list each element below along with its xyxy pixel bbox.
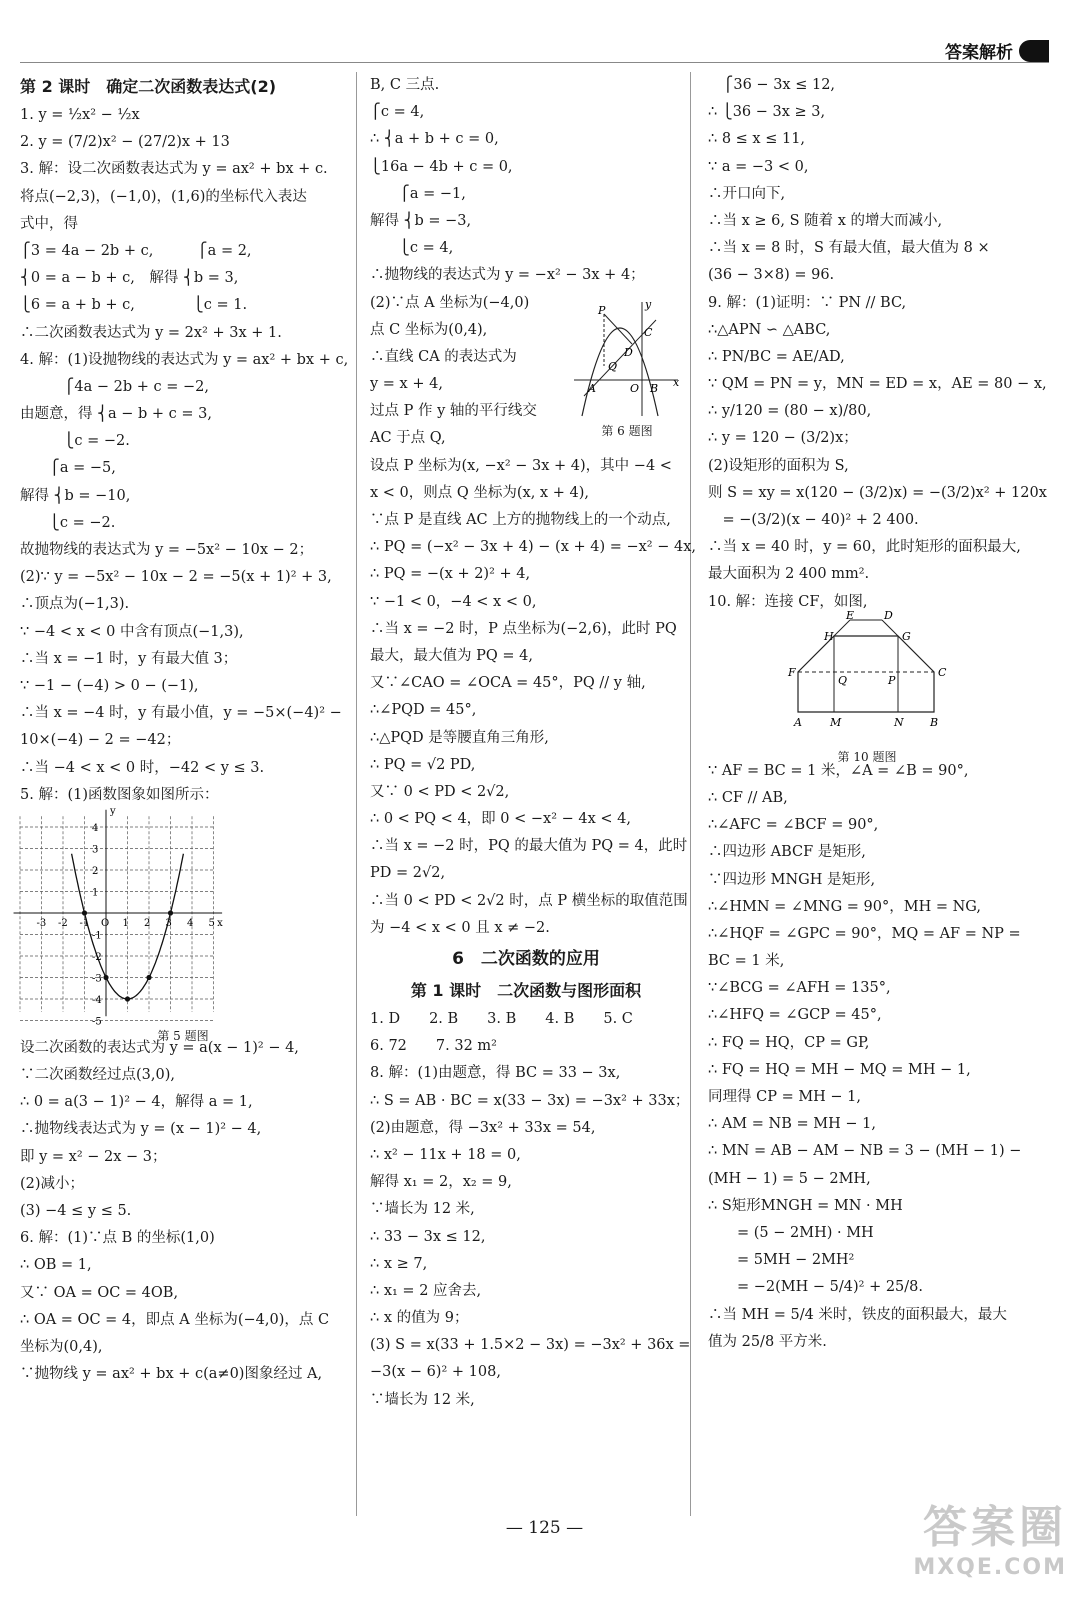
y-tick-label: y bbox=[110, 805, 116, 817]
text-line: ∵四边形 MNGH 是矩形, bbox=[708, 871, 876, 888]
text-line: ∵ −1 − (−4) > 0 − (−1), bbox=[20, 677, 199, 694]
text-line: 又∵ 0 < PD < 2√2, bbox=[370, 783, 510, 800]
svg-text:Q: Q bbox=[838, 673, 848, 687]
text-line: ∴ 33 − 3x ≤ 12, bbox=[370, 1228, 486, 1245]
text-line: ∴ y/120 = (80 − x)/80, bbox=[708, 403, 872, 420]
text-line: ∴当 x = 8 时，S 有最大值，最大值为 8 × bbox=[708, 240, 990, 257]
text-line: (2)由题意，得 −3x² + 33x = 54, bbox=[370, 1119, 596, 1136]
svg-text:M: M bbox=[830, 715, 842, 729]
x-tick-label: x bbox=[217, 917, 223, 929]
text-line: 最大，最大值为 PQ = 4, bbox=[370, 647, 533, 664]
text-line: ∴ y = 120 − (3/2)x； bbox=[708, 430, 858, 447]
x-tick-label: O bbox=[101, 917, 110, 929]
text-line: ∵墙长为 12 米, bbox=[370, 1391, 475, 1408]
text-line: ∴∠HFQ = ∠GCP = 45°, bbox=[708, 1007, 882, 1024]
text-line: ∴ CF // AB, bbox=[708, 789, 788, 806]
text-line: = −2(MH − 5/4)² + 25/8. bbox=[708, 1279, 923, 1296]
text-line: ∴ AM = NB = MH − 1, bbox=[708, 1116, 876, 1133]
text-line: 为 −4 < x < 0 且 x ≠ −2. bbox=[370, 919, 550, 936]
text-line: ∵二次函数经过点(3,0), bbox=[20, 1067, 175, 1084]
x-tick-label: -3 bbox=[36, 917, 47, 929]
column-divider-1 bbox=[356, 72, 357, 1516]
lesson-heading-2: 第 1 课时 二次函数与图形面积 bbox=[410, 981, 642, 1000]
text-line: ∴当 x = −2 时，P 点坐标为(−2,6)，此时 PQ bbox=[370, 620, 677, 637]
text-line: 2. y = (7/2)x² − (27/2)x + 13 bbox=[20, 134, 230, 151]
figure-10-diagram bbox=[708, 608, 1026, 738]
text-line: 又∵∠CAO = ∠OCA = 45°，PQ // y 轴, bbox=[370, 675, 646, 692]
text-line: ⎧36 − 3x ≤ 12, bbox=[708, 77, 836, 93]
text-line: ∵∠BCG = ∠AFH = 135°, bbox=[708, 980, 891, 997]
text-line: ∴当 0 < PD < 2√2 时，点 P 横坐标的取值范围 bbox=[370, 892, 688, 909]
text-line: 同理得 CP = MH − 1, bbox=[708, 1089, 862, 1105]
text-line: ∴ 0 = a(3 − 1)² − 4，解得 a = 1, bbox=[20, 1094, 253, 1111]
text-line: ∴抛物线表达式为 y = (x − 1)² − 4, bbox=[20, 1121, 262, 1138]
text-line: (2)设矩形的面积为 S, bbox=[708, 457, 849, 474]
svg-text:H: H bbox=[824, 629, 834, 643]
column-1-lines bbox=[20, 102, 349, 809]
lesson-heading: 第 2 课时 确定二次函数表达式(2) bbox=[20, 77, 277, 96]
svg-text:Q: Q bbox=[608, 360, 618, 373]
text-line: ∴直线 CA 的表达式为 bbox=[370, 348, 517, 365]
figure-6-graph bbox=[572, 300, 682, 418]
svg-text:P: P bbox=[888, 673, 896, 687]
text-line: 即 y = x² − 2x − 3； bbox=[20, 1148, 167, 1165]
svg-text:E: E bbox=[846, 608, 855, 622]
text-line: ∴当 MH = 5/4 米时，铁皮的面积最大，最大 bbox=[708, 1306, 1007, 1323]
text-line: (2)∵点 A 坐标为(−4,0) bbox=[370, 294, 530, 311]
text-line: ∴∠HMN = ∠MNG = 90°，MH = NG, bbox=[708, 898, 981, 915]
text-line: AC 于点 Q, bbox=[370, 430, 446, 447]
parabola-graph bbox=[20, 805, 346, 1028]
text-line: (3) S = x(33 + 1.5×2 − 3x) = −3x² + 36x = bbox=[370, 1337, 691, 1354]
text-line: ∴当 x = −2 时，PQ 的最大值为 PQ = 4，此时 bbox=[370, 838, 688, 855]
header-rule bbox=[20, 62, 1049, 63]
y-tick-label: 3 bbox=[92, 844, 99, 856]
x-tick-label: 2 bbox=[144, 917, 151, 929]
text-line: ∵ AF = BC = 1 米，∠A = ∠B = 90°, bbox=[708, 762, 969, 779]
text-line: ∴顶点为(−1,3). bbox=[20, 596, 130, 613]
svg-text:C: C bbox=[938, 665, 947, 679]
text-line: 解得 ⎨b = −10, bbox=[20, 487, 131, 504]
column-3-lines bbox=[708, 72, 1047, 616]
text-line: ∵ −4 < x < 0 中含有顶点(−1,3), bbox=[20, 623, 244, 640]
y-tick-label: -1 bbox=[92, 930, 102, 942]
text-line: (36 − 3×8) = 96. bbox=[708, 267, 835, 284]
svg-text:A: A bbox=[588, 382, 596, 395]
text-line: ∴ MN = AB − AM − NB = 3 − (MH − 1) − bbox=[708, 1143, 1022, 1160]
text-line: ∴ FQ = HQ = MH − MQ = MH − 1, bbox=[708, 1061, 971, 1078]
text-line: 点 C 坐标为(0,4), bbox=[370, 321, 488, 338]
figure-6 bbox=[572, 300, 682, 440]
column-3 bbox=[708, 72, 1047, 1356]
column-1-lines-2 bbox=[20, 1035, 346, 1388]
text-line: ∵ QM = PN = y，MN = ED = x，AE = 80 − x, bbox=[708, 376, 1047, 393]
figure-5-caption: 第 5 题图 bbox=[157, 1029, 209, 1044]
text-line: ∴ PQ = (−x² − 3x + 4) − (x + 4) = −x² − 4x, bbox=[370, 539, 697, 556]
text-line: 1. D 2. B 3. B 4. B 5. C bbox=[370, 1011, 633, 1027]
text-line: 9. 解：(1)证明：∵ PN // BC, bbox=[708, 294, 907, 311]
text-line: ⎩c = −2. bbox=[20, 514, 116, 531]
text-line: B, C 三点. bbox=[370, 77, 440, 93]
text-line: ⎧a = −5, bbox=[20, 460, 116, 477]
text-line: ∴∠PQD = 45°, bbox=[370, 702, 477, 719]
column-2-lines bbox=[370, 72, 697, 942]
text-line: ∴ x 的值为 9； bbox=[370, 1310, 469, 1327]
column-divider-2 bbox=[690, 72, 691, 1516]
text-line: ∴ PQ = −(x + 2)² + 4, bbox=[370, 566, 531, 583]
text-line: (3) −4 ≤ y ≤ 5. bbox=[20, 1203, 132, 1219]
text-line: 6. 72 7. 32 m² bbox=[370, 1038, 497, 1055]
text-line: 值为 25/8 平方米. bbox=[708, 1333, 827, 1350]
column-2 bbox=[370, 72, 697, 1414]
column-1 bbox=[20, 72, 349, 1388]
watermark-url: MXQE.COM bbox=[913, 1555, 1067, 1580]
svg-text:F: F bbox=[788, 665, 796, 679]
text-line: ∴ FQ = HQ，CP = GP, bbox=[708, 1034, 870, 1051]
svg-text:O: O bbox=[630, 382, 640, 395]
column-3-lines-2 bbox=[708, 758, 1026, 1356]
text-line: 3. 解：设二次函数表达式为 y = ax² + bx + c. bbox=[20, 161, 328, 178]
text-line: ∴∠HQF = ∠GPC = 90°，MQ = AF = NP = bbox=[708, 925, 1021, 942]
text-line: (2)∵ y = −5x² − 10x − 2 = −5(x + 1)² + 3, bbox=[20, 569, 332, 586]
text-line: 设点 P 坐标为(x, −x² − 3x + 4)，其中 −4 < bbox=[370, 457, 672, 474]
text-line: ∴ 8 ≤ x ≤ 11, bbox=[708, 131, 806, 148]
text-line: ∴二次函数表达式为 y = 2x² + 3x + 1. bbox=[20, 324, 282, 341]
text-line: = −(3/2)(x − 40)² + 2 400. bbox=[708, 512, 919, 528]
text-line: 8. 解：(1)由题意，得 BC = 33 − 3x, bbox=[370, 1065, 621, 1082]
text-line: ∴ PN/BC = AE/AD, bbox=[708, 348, 845, 365]
text-line: ∴当 x = 40 时，y = 60，此时矩形的面积最大, bbox=[708, 539, 1021, 556]
text-line: ∴ S矩形MNGH = MN · MH bbox=[708, 1197, 903, 1214]
text-line: ⎧4a − 2b + c = −2, bbox=[20, 378, 209, 395]
text-line: ⎧3 = 4a − 2b + c, ⎧a = 2, bbox=[20, 242, 252, 259]
text-line: 又∵ OA = OC = 4OB, bbox=[20, 1284, 179, 1301]
text-line: −3(x − 6)² + 108, bbox=[370, 1364, 501, 1381]
text-line: 10. 解：连接 CF，如图, bbox=[708, 593, 868, 610]
text-line: ∴ ⎩36 − 3x ≥ 3, bbox=[708, 104, 826, 121]
svg-text:A: A bbox=[794, 715, 802, 729]
figure-5 bbox=[20, 805, 346, 1044]
svg-text:G: G bbox=[902, 629, 911, 643]
text-line: x < 0，则点 Q 坐标为(x, x + 4), bbox=[370, 484, 589, 501]
text-line: 解得 ⎨b = −3, bbox=[370, 212, 472, 229]
text-line: BC = 1 米, bbox=[708, 953, 785, 970]
svg-text:P: P bbox=[598, 304, 606, 317]
text-line: 6. 解：(1)∵点 B 的坐标(1,0) bbox=[20, 1230, 215, 1247]
text-line: ∴抛物线的表达式为 y = −x² − 3x + 4； bbox=[370, 267, 645, 284]
text-line: 最大面积为 2 400 mm². bbox=[708, 566, 870, 583]
text-line: ∴四边形 ABCF 是矩形, bbox=[708, 844, 866, 861]
header-tab-mark bbox=[1019, 40, 1049, 62]
text-line: = (5 − 2MH) · MH bbox=[708, 1224, 874, 1241]
text-line: 将点(−2,3)，(−1,0)，(1,6)的坐标代入表达 bbox=[20, 188, 307, 205]
text-line: ∴当 x = −4 时，y 有最小值，y = −5×(−4)² − bbox=[20, 705, 342, 722]
text-line: y = x + 4, bbox=[370, 376, 443, 393]
watermark bbox=[913, 1491, 1067, 1580]
text-line: ∴ S = AB · BC = x(33 − 3x) = −3x² + 33x； bbox=[370, 1092, 690, 1109]
text-line: ⎨0 = a − b + c, 解得 ⎨b = 3, bbox=[20, 270, 239, 287]
y-tick-label: -4 bbox=[92, 994, 102, 1006]
text-line: ∵抛物线 y = ax² + bx + c(a≠0)图象经过 A, bbox=[20, 1366, 323, 1383]
x-tick-label: 5 bbox=[208, 917, 215, 929]
svg-text:C: C bbox=[644, 326, 653, 339]
text-line: ∴ x² − 11x + 18 = 0, bbox=[370, 1146, 521, 1163]
text-line: ∴ 0 < PQ < 4，即 0 < −x² − 4x < 4, bbox=[370, 811, 631, 828]
page-number: — 125 — bbox=[505, 1518, 584, 1538]
svg-text:B: B bbox=[650, 382, 659, 395]
text-line: 5. 解：(1)函数图象如图所示： bbox=[20, 786, 219, 803]
text-line: 设二次函数的表达式为 y = a(x − 1)² − 4, bbox=[20, 1039, 299, 1056]
text-line: 4. 解：(1)设抛物线的表达式为 y = ax² + bx + c, bbox=[20, 351, 349, 368]
svg-text:x: x bbox=[673, 376, 680, 389]
text-line: 过点 P 作 y 轴的平行线交 bbox=[370, 403, 537, 420]
text-line: ∴ ⎨a + b + c = 0, bbox=[370, 131, 499, 148]
text-line: (2)减小； bbox=[20, 1175, 85, 1192]
text-line: 则 S = xy = x(120 − (3/2)x) = −(3/2)x² + 120x bbox=[708, 484, 1047, 501]
text-line: ⎩c = −2. bbox=[20, 433, 130, 450]
text-line: ∵墙长为 12 米, bbox=[370, 1201, 475, 1218]
x-tick-label: 4 bbox=[187, 917, 194, 929]
text-line: PD = 2√2, bbox=[370, 865, 446, 882]
text-line: ∴当 x ≥ 6, S 随着 x 的增大而减小, bbox=[708, 212, 943, 229]
svg-text:N: N bbox=[894, 715, 904, 729]
text-line: 故抛物线的表达式为 y = −5x² − 10x − 2； bbox=[20, 542, 314, 558]
text-line: ∴∠AFC = ∠BCF = 90°, bbox=[708, 817, 879, 834]
text-line: ∴开口向下, bbox=[708, 185, 786, 202]
text-line: ⎩6 = a + b + c, ⎩c = 1. bbox=[20, 297, 248, 314]
svg-text:D: D bbox=[624, 346, 633, 359]
text-line: ∵ a = −3 < 0, bbox=[708, 158, 809, 175]
text-line: ⎧a = −1, bbox=[370, 185, 466, 202]
text-line: 1. y = ½x² − ½x bbox=[20, 107, 140, 123]
svg-text:y: y bbox=[645, 298, 652, 311]
text-line: ∴ OB = 1, bbox=[20, 1257, 92, 1274]
text-line: ∴当 −4 < x < 0 时，−42 < y ≤ 3. bbox=[20, 759, 265, 776]
text-line: ∴ OA = OC = 4，即点 A 坐标为(−4,0)，点 C bbox=[20, 1311, 330, 1328]
text-line: (MH − 1) = 5 − 2MH, bbox=[708, 1170, 871, 1187]
text-line: ∴当 x = −1 时，y 有最大值 3； bbox=[20, 650, 238, 667]
svg-text:D: D bbox=[884, 608, 893, 622]
header-title: 答案解析 bbox=[945, 43, 1013, 63]
y-tick-label: 1 bbox=[92, 887, 99, 899]
text-line: ∴ x ≥ 7, bbox=[370, 1255, 428, 1272]
text-line: 10×(−4) − 2 = −42； bbox=[20, 732, 181, 749]
y-tick-label: -5 bbox=[92, 1016, 102, 1028]
y-tick-label: -2 bbox=[92, 951, 102, 963]
column-2-lines-2 bbox=[370, 1006, 691, 1414]
watermark-text: 答案圈 bbox=[923, 1502, 1067, 1553]
figure-10 bbox=[708, 608, 1026, 764]
figure-6-caption: 第 6 题图 bbox=[601, 424, 653, 438]
text-line: ⎩c = 4, bbox=[370, 240, 454, 257]
text-line: 式中，得 bbox=[20, 215, 78, 232]
x-tick-label: 1 bbox=[122, 917, 129, 929]
y-tick-label: 4 bbox=[92, 822, 99, 834]
text-line: ∴ PQ = √2 PD, bbox=[370, 756, 476, 773]
text-line: = 5MH − 2MH² bbox=[708, 1252, 855, 1269]
x-tick-label: 3 bbox=[165, 917, 172, 929]
svg-text:B: B bbox=[930, 715, 939, 729]
text-line: 坐标为(0,4), bbox=[20, 1338, 103, 1355]
text-line: ∴△PQD 是等腰直角三角形, bbox=[370, 729, 549, 746]
text-line: ∴△APN ∽ △ABC, bbox=[708, 321, 831, 338]
text-line: ⎧c = 4, bbox=[370, 104, 425, 121]
y-tick-label: 2 bbox=[92, 865, 99, 877]
text-line: ∵ −1 < 0，−4 < x < 0, bbox=[370, 593, 537, 610]
text-line: 由题意，得 ⎨a − b + c = 3, bbox=[20, 406, 212, 423]
figure-10-caption: 第 10 题图 bbox=[837, 749, 897, 764]
text-line: ∵点 P 是直线 AC 上方的抛物线上的一个动点, bbox=[370, 512, 671, 528]
text-line: ∴ x₁ = 2 应舍去, bbox=[370, 1282, 482, 1299]
text-line: 解得 x₁ = 2，x₂ = 9, bbox=[370, 1174, 512, 1191]
x-tick-label: -2 bbox=[58, 917, 68, 929]
x-tick-label: -1 bbox=[79, 917, 90, 929]
section-heading: 6 二次函数的应用 bbox=[452, 949, 600, 969]
y-tick-label: -3 bbox=[92, 973, 102, 985]
text-line: ⎩16a − 4b + c = 0, bbox=[370, 158, 513, 175]
page-header bbox=[945, 38, 1049, 63]
